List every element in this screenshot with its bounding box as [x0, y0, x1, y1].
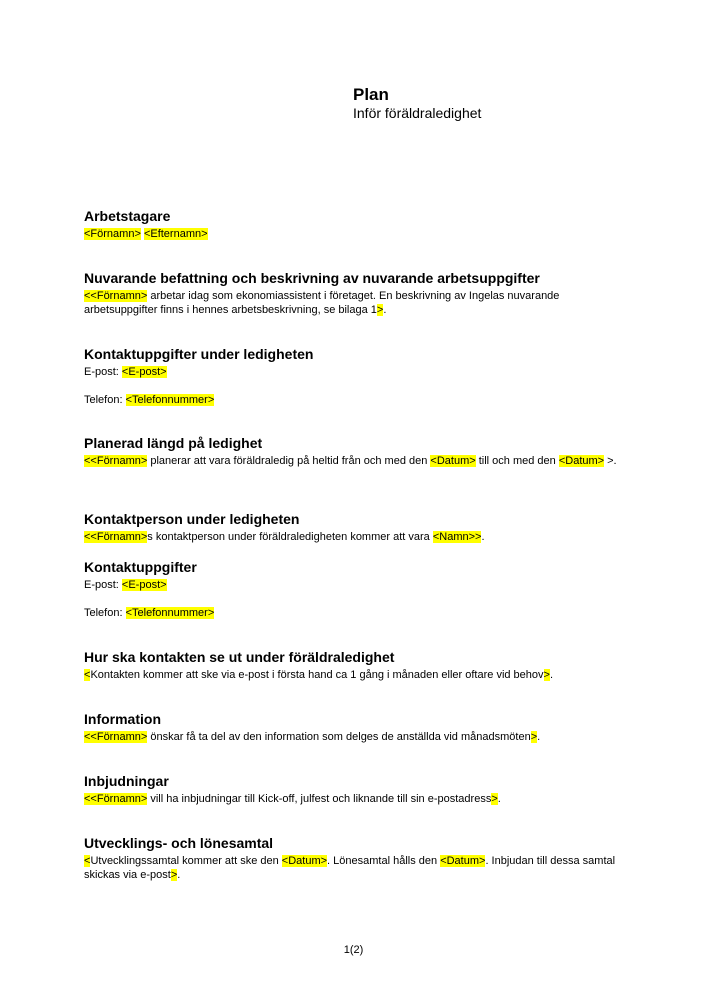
- section-paragraph: [84, 792, 624, 806]
- section: [84, 510, 624, 544]
- text-run: .: [549, 669, 554, 681]
- text-run: E-post:: [84, 366, 122, 378]
- text-run: planerar att vara föräldraledig på heltid från och med den: [147, 455, 431, 467]
- section-paragraph: [84, 365, 624, 379]
- placeholder-field: <<Förnamn>: [84, 793, 148, 805]
- section-paragraph: [84, 606, 624, 620]
- section-paragraph: [84, 454, 624, 468]
- title-block: [353, 85, 481, 122]
- section-heading: Arbetstagare: [84, 208, 171, 224]
- placeholder-field: <: [84, 669, 91, 681]
- text-run: E-post:: [84, 579, 122, 591]
- placeholder-field: <Datum>: [440, 855, 486, 867]
- placeholder-field: <Datum>: [558, 455, 605, 467]
- placeholder-field: <Efternamn>: [143, 228, 208, 240]
- section: [84, 772, 624, 806]
- section-heading: Utvecklings- och lönesamtal: [84, 835, 274, 851]
- section: [84, 710, 624, 744]
- document-title: Plan: [353, 85, 389, 104]
- section: [84, 345, 624, 407]
- placeholder-field: <Förnamn>: [84, 228, 141, 240]
- placeholder-field: >: [170, 869, 178, 881]
- placeholder-field: >: [376, 304, 384, 316]
- section-heading: Inbjudningar: [84, 773, 169, 789]
- section-heading: Information: [84, 711, 161, 727]
- text-run: .: [177, 869, 181, 881]
- section-paragraph: [84, 578, 624, 592]
- document-subtitle: Inför föräldraledighet: [353, 105, 482, 121]
- text-run: >.: [604, 455, 617, 467]
- text-run: Telefon:: [84, 394, 126, 406]
- section-paragraph: [84, 668, 624, 682]
- section-paragraph: [84, 393, 624, 407]
- section-heading: Kontaktuppgifter: [84, 559, 197, 575]
- text-run: .: [383, 304, 387, 316]
- placeholder-field: <<Förnamn>: [84, 531, 148, 543]
- text-run: . Inbjudan till dessa samtal skickas via e-post: [84, 855, 616, 881]
- section-heading: Nuvarande befattning och beskrivning av nuvarande arbetsuppgifter: [84, 270, 540, 286]
- section-paragraph: [84, 227, 624, 241]
- section: [84, 648, 624, 682]
- section-heading: Kontaktuppgifter under ledigheten: [84, 346, 314, 362]
- section-paragraph: [84, 854, 624, 882]
- section: [84, 558, 624, 620]
- text-run: .: [497, 793, 501, 805]
- text-run: Kontakten kommer att ske via e-post i första hand ca 1 gång i månaden eller oftare vid behov: [90, 669, 544, 681]
- placeholder-field: >: [530, 731, 538, 743]
- placeholder-field: >: [491, 793, 498, 805]
- placeholder-field: <Namn>>: [432, 531, 482, 543]
- text-run: vill ha inbjudningar till Kick-off, julfest och liknande till sin e-postadress: [147, 793, 492, 805]
- section-heading: Planerad längd på ledighet: [84, 435, 263, 451]
- placeholder-field: <<Förnamn>: [84, 731, 148, 743]
- section-paragraph: [84, 289, 624, 317]
- text-run: till och med den: [475, 455, 559, 467]
- section-heading: Kontaktperson under ledigheten: [84, 511, 300, 527]
- placeholder-field: <Datum>: [281, 855, 328, 867]
- text-run: s kontaktperson under föräldraledigheten kommer att vara: [147, 531, 433, 543]
- text-run: Utvecklingssamtal kommer att ske den: [90, 855, 282, 867]
- section: [84, 834, 624, 882]
- placeholder-field: <<Förnamn>: [84, 455, 148, 467]
- text-run: .: [537, 731, 541, 743]
- section: [84, 434, 624, 468]
- placeholder-field: >: [543, 669, 550, 681]
- section: [84, 207, 624, 241]
- text-run: . Lönesamtal hålls den: [327, 855, 441, 867]
- placeholder-field: <Datum>: [430, 455, 476, 467]
- text-run: .: [481, 531, 485, 543]
- section-paragraph: [84, 730, 624, 744]
- placeholder-field: <E-post>: [121, 366, 167, 378]
- section-paragraph: [84, 530, 624, 544]
- placeholder-field: <Telefonnummer>: [125, 394, 215, 406]
- placeholder-field: <E-post>: [121, 579, 167, 591]
- text-run: arbetar idag som ekonomiassistent i företaget. En beskrivning av Ingelas nuvarande arbetsuppgifter finns i hennes arbetsbeskrivning, se bilaga 1: [84, 290, 560, 316]
- page-number: 1(2): [343, 944, 364, 956]
- section: [84, 269, 624, 317]
- placeholder-field: <<Förnamn>: [84, 290, 148, 302]
- text-run: Telefon:: [84, 607, 126, 619]
- text-run: önskar få ta del av den information som delges de anställda vid månadsmöten: [147, 731, 531, 743]
- placeholder-field: <: [84, 855, 91, 867]
- placeholder-field: <Telefonnummer>: [125, 607, 215, 619]
- section-heading: Hur ska kontakten se ut under föräldraledighet: [84, 649, 395, 665]
